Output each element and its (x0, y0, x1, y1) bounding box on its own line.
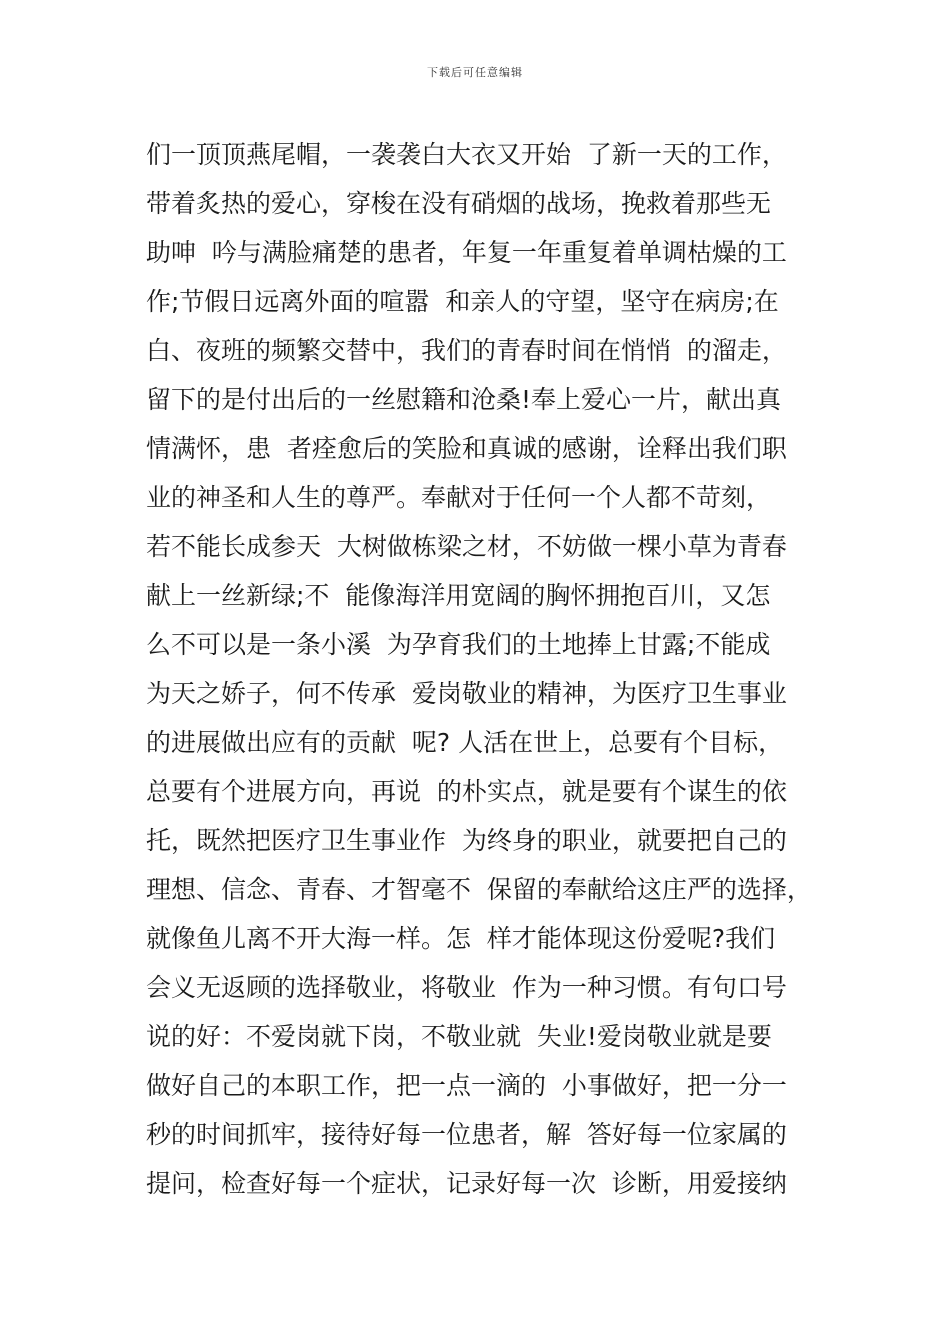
text-line: 业的神圣和人生的尊严。奉献对于任何一个人都不苛刻， (146, 483, 772, 512)
body-text (146, 130, 836, 1208)
text-line: 会义无返顾的选择敬业，将敬业 作为一种习惯。有句口号 (146, 973, 787, 1002)
text-line: 说的好：不爱岗就下岗，不敬业就 失业!爱岗敬业就是要 (146, 1022, 772, 1051)
text-line: 献上一丝新绿;不 能像海洋用宽阔的胸怀拥抱百川，又怎 (146, 581, 771, 610)
text-line: 情满怀，患 者痊愈后的笑脸和真诚的感谢，诠释出我们职 (146, 434, 787, 463)
text-line: 助呻 吟与满脸痛楚的患者，年复一年重复着单调枯燥的工 (146, 238, 787, 267)
text-line: 就像鱼儿离不开大海一样。怎 样才能体现这份爱呢?我们 (146, 924, 776, 953)
text-line: 们一顶顶燕尾帽，一袭袭白大衣又开始 了新一天的工作， (146, 140, 787, 169)
text-line: 托，既然把医疗卫生事业作 为终身的职业，就要把自己的 (146, 826, 787, 855)
text-line: 的进展做出应有的贡献 呢? 人活在世上，总要有个目标， (146, 728, 784, 757)
text-line: 做好自己的本职工作，把一点一滴的 小事做好，把一分一 (146, 1071, 787, 1100)
text-line: 为天之娇子，何不传承 爱岗敬业的精神，为医疗卫生事业 (146, 679, 787, 708)
header-note: 下载后可任意编辑 (427, 66, 523, 79)
text-line: 总要有个进展方向，再说 的朴实点，就是要有个谋生的依 (146, 777, 787, 806)
text-line: 秒的时间抓牢，接待好每一位患者，解 答好每一位家属的 (146, 1120, 787, 1149)
text-line: 理想、信念、青春、才智毫不 保留的奉献给这庄严的选择， (146, 875, 812, 904)
text-line: 么不可以是一条小溪 为孕育我们的土地捧上甘露;不能成 (146, 630, 771, 659)
text-line: 作;节假日远离外面的喧嚣 和亲人的守望，坚守在病房;在 (146, 287, 779, 316)
text-line: 若不能长成参天 大树做栋梁之材，不妨做一棵小草为青春 (146, 532, 787, 561)
text-line: 白、夜班的频繁交替中，我们的青春时间在悄悄 的溜走， (146, 336, 787, 365)
text-line: 提问，检查好每一个症状，记录好每一次 诊断，用爱接纳 (146, 1169, 787, 1198)
text-line: 带着炙热的爱心，穿梭在没有硝烟的战场，挽救着那些无 (146, 189, 772, 218)
text-line: 留下的是付出后的一丝慰籍和沧桑!奉上爱心一片，献出真 (146, 385, 782, 414)
